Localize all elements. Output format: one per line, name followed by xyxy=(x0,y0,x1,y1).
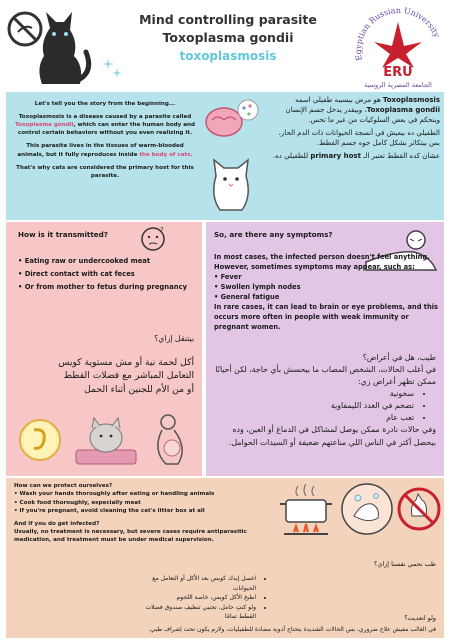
cooking-pot-icon xyxy=(276,482,336,540)
transmission-illustrations xyxy=(12,406,198,472)
symptoms-english xyxy=(214,252,440,332)
infected-ar-text: في الغالب مفيش علاج ضروري، بس الحالات الشديدة بتحتاج أدوية مضادة للطفيليات، ولازم يكون تحت إشراف طبي. xyxy=(148,626,436,633)
prevention-section xyxy=(6,478,444,638)
symptoms-heading: So, are there any symptoms? xyxy=(214,230,333,239)
list-item: • General fatigue xyxy=(214,293,280,302)
intro-lead: Let's tell you the story from the beginning... xyxy=(34,101,176,107)
transmission-heading: How is it transmitted? xyxy=(18,230,108,239)
list-item: • سخونية xyxy=(210,388,414,400)
symptoms-p2: In rare cases, it can lead to brain or eye problems, and this occurs more often in people with weak immunity or pregnant women. xyxy=(214,303,439,332)
infected-ar-heading: ولو اتعديت؟ xyxy=(404,614,436,622)
list-item: • تعب عام xyxy=(210,412,414,424)
prevention-ar-heading: طب نحمي نفسنا إزاي؟ xyxy=(374,560,436,568)
list-item: • Cook food thoroughly, especially meat xyxy=(14,499,141,506)
symptoms-ar-p1: في أغلب الحالات، الشخص المصاب ما بيحسش بأي حاجة، لكن أحيانًا ممكن تظهر أعراض زي: xyxy=(215,365,436,387)
logo-abbr: ERU xyxy=(383,65,413,80)
university-logo xyxy=(350,2,446,92)
infected-heading: And if you do get infected? xyxy=(14,520,100,527)
cat-litter-icon xyxy=(76,418,136,464)
prevention-heading: How can we protect ourselves? xyxy=(14,483,113,489)
thinking-face-icon xyxy=(140,226,166,252)
transmission-list xyxy=(18,256,198,295)
intro-paragraph-1: Toxoplasmosis is a disease caused by a parasite called Toxoplasma gondii, which can enter the human body and control certain behaviors without you even realizing it. xyxy=(14,114,196,137)
list-item: • Eating raw or undercooked meat xyxy=(18,257,151,265)
prevention-block xyxy=(14,482,284,516)
list-item: • Direct contact with cat feces xyxy=(18,269,135,278)
intro-paragraph-3: That's why cats are considered the primary host for this parasite. xyxy=(16,164,194,179)
title-line-1: Mind controlling parasite xyxy=(139,12,317,27)
transmission-section xyxy=(6,222,202,476)
header xyxy=(0,0,450,92)
intro-english xyxy=(12,100,198,185)
fetus-icon xyxy=(20,420,60,460)
prevention-ar-list xyxy=(136,574,436,622)
list-item: • اغسل إيدك كويس بعد الأكل أو التعامل مع الحيوانات xyxy=(136,574,256,593)
symptoms-p1: In most cases, the infected person doesn't feel anything. However, sometimes symptoms may appear, such as: xyxy=(214,253,430,272)
intro-paragraph-2: This parasite lives in the tissues of warm-blooded animals, but it fully reproduces inside the body of cats. xyxy=(17,143,193,158)
symptoms-ar-p2: وفي حالات نادرة ممكن يوصل لمشاكل في الدماغ أو العين، وده بيحصل أكتر في الناس اللي مناعتهم ضعيفة أو السيدات الحوامل. xyxy=(229,425,436,447)
list-item: • اطبخ الأكل كويس، خاصة اللحوم xyxy=(136,593,256,603)
prevention-english xyxy=(14,482,284,549)
pregnant-icon xyxy=(158,415,182,464)
logo-arabic-name: الجامعة المصرية الروسية xyxy=(364,81,432,89)
intro-ar-paragraph-2: الطفيلي ده بيعيش في أنسجة الحيوانات ذات الدم الحار، بس بيتكاثر بشكل كامل جوه جسم القطط. xyxy=(278,128,440,147)
title-line-3: toxoplasmosis xyxy=(179,49,277,63)
logo-arc-text: Egyptian Russian University xyxy=(353,5,442,62)
title-line-2: Toxoplasma gondii xyxy=(162,30,294,45)
symptoms-section xyxy=(206,222,444,476)
white-cat-icon xyxy=(206,152,256,214)
list-item: • Wash your hands thoroughly after eating or handling animals xyxy=(14,491,215,498)
transmission-ar-list xyxy=(10,356,194,396)
list-item: • ولو كنتِ حامل، تجنبي تنظيف صندوق فضلات القطط تمامًا xyxy=(136,603,256,622)
list-item: • Fever xyxy=(214,273,242,282)
list-item: • Or from mother to fetus during pregnancy xyxy=(18,282,188,291)
intro-section xyxy=(6,92,444,220)
svg-text:?: ? xyxy=(160,226,164,234)
list-item: • تضخم في الغدد الليمفاوية xyxy=(210,400,414,412)
infected-text: Usually, no treatment is necessary, but severe cases require antiparasitic medication, and treatment must be under medical supervision. xyxy=(14,528,247,544)
symptoms-ar-heading: طيب، هل في أعراض؟ xyxy=(362,353,436,362)
transmission-ar-heading: بيتنقل إزاي؟ xyxy=(154,334,194,343)
no-cat-icon xyxy=(396,482,442,536)
no-sign-icon xyxy=(6,10,44,48)
list-item: أو من الأم للجنين أثناء الحمل xyxy=(84,383,194,395)
symptoms-arabic xyxy=(210,352,436,449)
infected-block xyxy=(14,520,284,545)
intro-arabic xyxy=(266,96,440,165)
list-item: أكل لحمة نية أو مش مستوية كويس xyxy=(58,357,194,368)
hand-washing-icon xyxy=(340,482,394,536)
brain-icon xyxy=(202,96,260,142)
intro-ar-paragraph-1: Toxoplasmosis هو مرض بيسببه طفيلي اسمه Toxoplasma gondii، وبيقدر يدخل جسم الإنسان ويتحكم في بعض السلوكيات من غير ما تحس. xyxy=(285,96,440,124)
intro-ar-paragraph-3: عشان كده القطط تعتبر الـ primary host للطفيلي ده. xyxy=(272,151,440,160)
list-item: • If you're pregnant, avoid cleaning the cat's litter box at all xyxy=(14,508,205,515)
list-item: التعامل المباشر مع فضلات القطط xyxy=(63,370,194,382)
list-item: • Swollen lymph nodes xyxy=(214,283,301,292)
